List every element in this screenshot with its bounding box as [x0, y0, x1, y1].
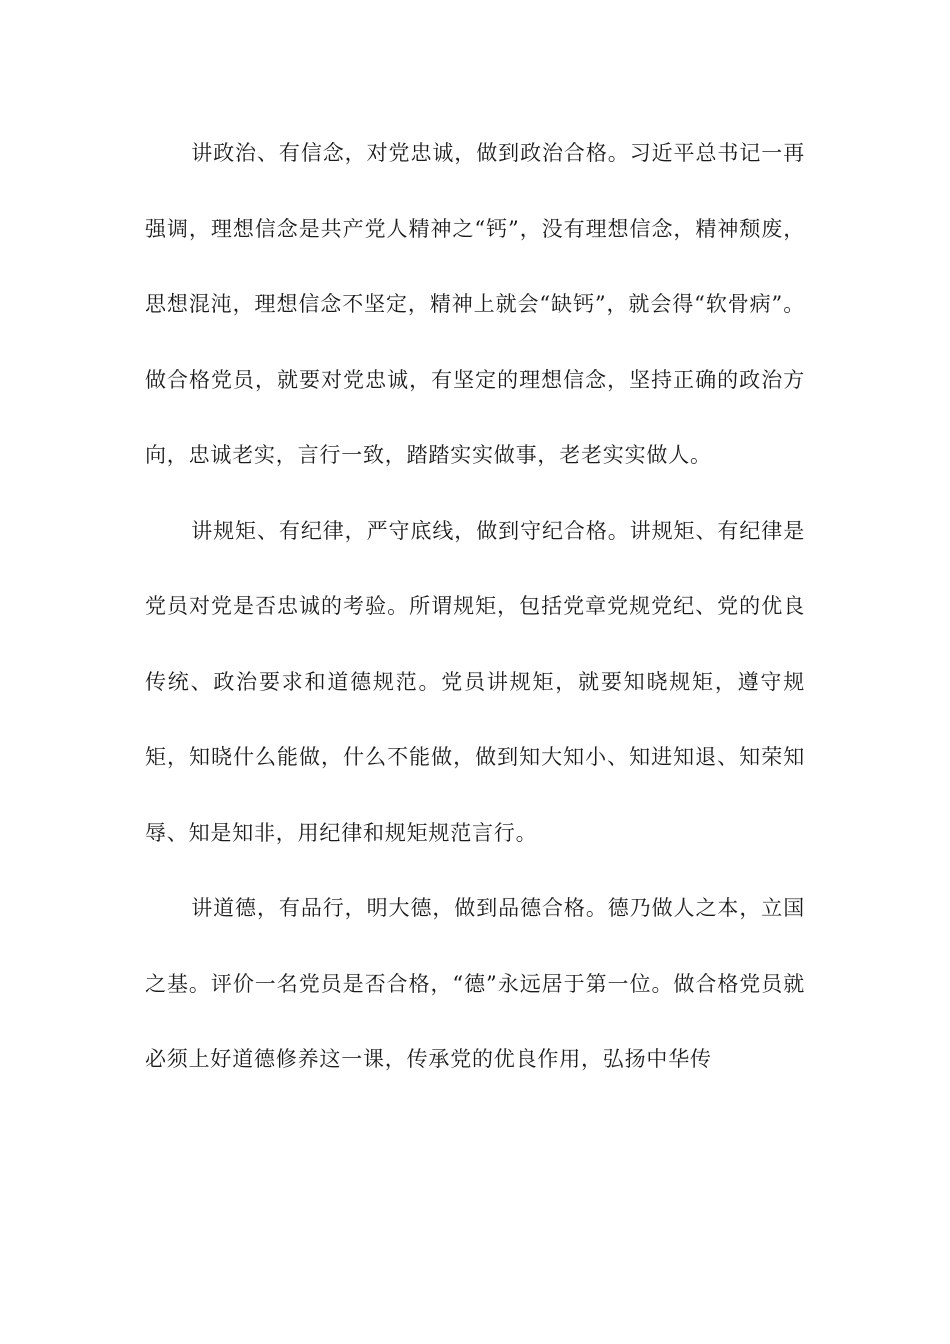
paragraph-discipline: 讲规矩、有纪律，严守底线，做到守纪合格。讲规矩、有纪律是党员对党是否忠诚的考验。所谓规矩，包括党章党规党纪、党的优良传统、政治要求和道德规范。党员讲规矩，就要知晓规矩，遵守规矩，知晓什么能做，什么不能做，做到知大知小、知进知退、知荣知辱、知是知非，用纪律和规矩规范言行。: [145, 518, 805, 845]
document-body: [145, 116, 805, 1098]
paragraph-political: 讲政治、有信念，对党忠诚，做到政治合格。习近平总书记一再强调，理想信念是共产党人精神之“钙”，没有理想信念，精神颓废，思想混沌，理想信念不坚定，精神上就会“缺钙”，就会得“软骨病”。做合格党员，就要对党忠诚，有坚定的理想信念，坚持正确的政治方向，忠诚老实，言行一致，踏踏实实做事，老老实实做人。: [145, 141, 805, 467]
paragraph-morality: 讲道德，有品行，明大德，做到品德合格。德乃做人之本，立国之基。评价一名党员是否合格，“德”永远居于第一位。做合格党员就必须上好道德修养这一课，传承党的优良作用，弘扬中华传: [145, 896, 805, 1071]
